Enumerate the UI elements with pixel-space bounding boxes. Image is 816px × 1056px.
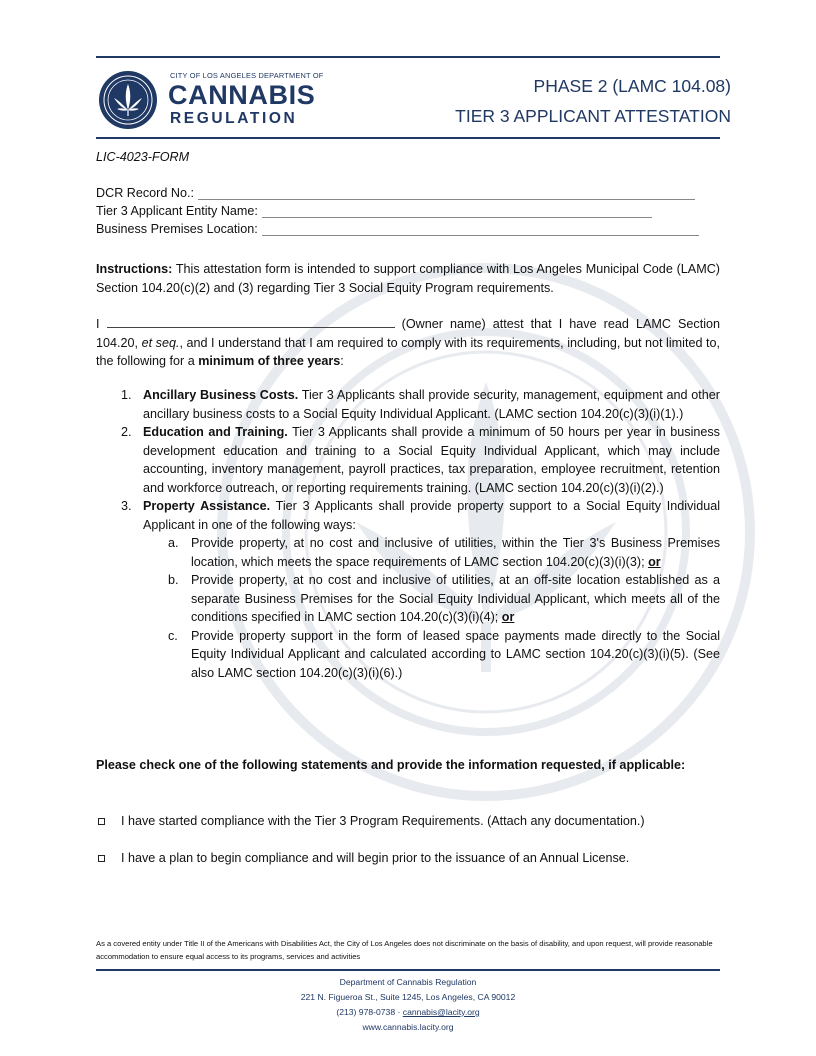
sub-list-item	[96, 534, 720, 571]
logo-cannabis-text: CANNABIS	[168, 80, 316, 110]
option-started-compliance[interactable]	[96, 814, 645, 828]
header-top-rule	[96, 56, 720, 58]
header-bottom-rule	[96, 137, 720, 139]
option-label: I have started compliance with the Tier 3 Program Requirements. (Attach any documentation.)	[121, 814, 645, 828]
footer-department: Department of Cannabis Regulation	[339, 977, 477, 987]
list-item	[96, 497, 720, 534]
attestation-paragraph	[96, 315, 720, 371]
footer-rule	[96, 969, 720, 971]
premises-label: Business Premises Location:	[96, 222, 258, 236]
premises-field[interactable]	[96, 222, 699, 236]
option-plan-compliance[interactable]	[96, 851, 629, 865]
attest-prefix: I	[96, 317, 100, 331]
option-label: I have a plan to begin compliance and will begin prior to the issuance of an Annual License.	[121, 851, 630, 865]
item-number: 3.	[121, 499, 132, 513]
form-title-attestation: TIER 3 APPLICANT ATTESTATION	[455, 106, 731, 126]
footer-website[interactable]: www.cannabis.lacity.org	[362, 1022, 454, 1032]
sub-item-letter: b.	[168, 573, 179, 587]
sub-item-text: Provide property, at no cost and inclusive of utilities, at an off-site location established as a separate Business Premises for the Social Equity Individual Applicant, which meets all of the conditions specified in LAMC section 104.20(c)(3)(i)(4);	[191, 573, 720, 624]
attest-bold-duration: minimum of three years	[198, 354, 341, 368]
ada-disclaimer: As a covered entity under Title II of the Americans with Disabilities Act, the City of Los Angeles does not discriminate on the basis of disability, and upon request, will provide reasonable accommodation to ensure equal access to its programs, services and activities	[96, 939, 713, 961]
sub-list-item	[96, 571, 720, 627]
requirements-list	[96, 386, 720, 682]
list-item	[96, 386, 720, 423]
item-text: Tier 3 Applicants shall provide property support to a Social Equity Individual Applicant in one of the following ways:	[143, 499, 721, 532]
checkbox[interactable]	[98, 855, 105, 862]
check-instructions-heading: Please check one of the following statements and provide the information requested, if applicable:	[96, 758, 686, 772]
item-number: 1.	[121, 388, 132, 402]
attest-middle-text: , and I understand that I am required to comply with its requirements, including, but not limited to, the following for a	[96, 335, 721, 368]
sub-item-text: Provide property, at no cost and inclusive of utilities, within the Tier 3's Business Premises location, which meets the space requirements of LAMC section 104.20(c)(3)(i)(3);	[191, 536, 720, 569]
owner-name-line[interactable]	[107, 316, 395, 328]
item-title: Property Assistance.	[143, 499, 271, 513]
instructions-text: This attestation form is intended to support compliance with Los Angeles Municipal Code (LAMC) Section 104.20(c)(2) and (3) regarding Tier 3 Social Equity Program requirements.	[96, 262, 720, 295]
sub-list-item	[96, 627, 720, 683]
item-number: 2.	[121, 425, 132, 439]
dcr-record-line[interactable]	[198, 188, 695, 200]
sub-item-or: or	[648, 554, 661, 569]
dcr-record-label: DCR Record No.:	[96, 186, 194, 200]
logo-department-text: CITY OF LOS ANGELES DEPARTMENT OF	[170, 71, 324, 80]
attest-et-seq: et seq.	[141, 335, 180, 350]
footer-phone: (213) 978-0738 ·	[336, 1007, 401, 1017]
sub-item-letter: c.	[168, 628, 178, 643]
item-text: Tier 3 Applicants shall provide a minimum of 50 hours per year in business development education and training to a Social Equity Individual Applicant, which may include accounting, inventory management, payroll practices, tax preparation, employee recruitment, retention and workforce outreach, or reporting requirements training. (LAMC section 104.20(c)(3)(i)(2).)	[143, 425, 720, 495]
item-text: Tier 3 Applicants shall provide security, management, equipment and other ancillary business costs to a Social Equity Individual Applicant. (LAMC section 104.20(c)(3)(i)(1).)	[143, 388, 720, 421]
city-seal-icon	[98, 70, 158, 130]
footer	[96, 975, 720, 1035]
list-item	[96, 423, 720, 497]
attest-end: :	[340, 354, 344, 368]
form-code: LIC-4023-FORM	[96, 150, 190, 164]
footer-address: 221 N. Figueroa St., Suite 1245, Los Angeles, CA 90012	[300, 992, 516, 1002]
attest-owner-text: (Owner name) attest that I have read LAMC Section 104.20,	[96, 317, 721, 350]
item-title: Education and Training.	[143, 425, 288, 439]
footer-contact	[96, 1005, 720, 1020]
form-title-phase: PHASE 2 (LAMC 104.08)	[533, 76, 731, 96]
sub-item-or: or	[501, 610, 515, 624]
logo-regulation-text: REGULATION	[170, 110, 298, 127]
item-title: Ancillary Business Costs.	[143, 388, 299, 402]
instructions-paragraph	[96, 260, 720, 297]
entity-name-label: Tier 3 Applicant Entity Name:	[96, 204, 258, 218]
checkbox[interactable]	[98, 818, 105, 825]
entity-name-line[interactable]	[262, 206, 652, 218]
entity-name-field[interactable]	[96, 204, 652, 218]
dcr-record-field[interactable]	[96, 186, 695, 200]
instructions-label: Instructions:	[96, 262, 173, 276]
sub-item-text: Provide property support in the form of leased space payments made directly to the Social Equity Individual Applicant and calculated according to LAMC section 104.20(c)(3)(i)(5). (See also LAMC section 104.20(c)(3)(i)(6).)	[191, 628, 720, 680]
premises-line[interactable]	[262, 224, 699, 236]
footer-email-link[interactable]: cannabis@lacity.org	[402, 1007, 480, 1017]
sub-item-letter: a.	[168, 536, 179, 550]
